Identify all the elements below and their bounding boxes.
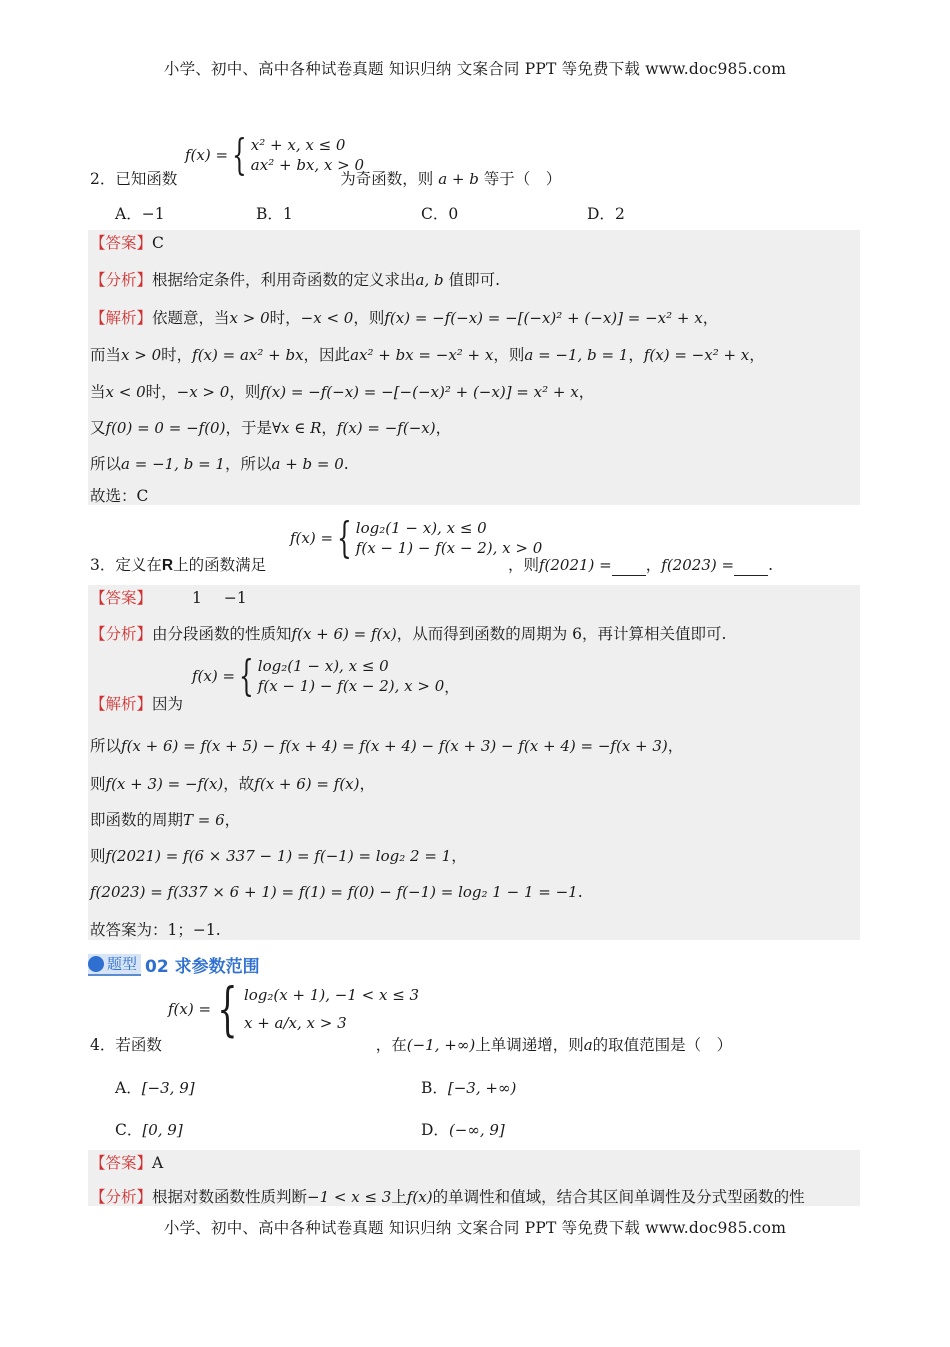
text: 所以 <box>90 455 122 473</box>
text: 上 <box>391 1188 407 1206</box>
math: a = −1, b = 1 <box>524 346 629 364</box>
text: ， <box>667 737 684 755</box>
q3-answer-2: −1 <box>223 589 247 607</box>
math: f(x) = −x² + x <box>643 346 750 364</box>
text: 所以 <box>90 737 122 755</box>
math: a = −1, b = 1 <box>121 455 225 473</box>
math: f(x) = ax² + bx <box>192 346 304 364</box>
q2-answer-line <box>90 233 164 253</box>
q2-number: 2．已知函数 <box>90 170 178 188</box>
math: a <box>583 1036 593 1054</box>
math: f(2023) = <box>661 556 735 574</box>
brace-glyph: { <box>232 130 247 179</box>
q4-option-b[interactable] <box>421 1076 516 1098</box>
page-footer: 小学、初中、高中各种试卷真题 知识归纳 文案合同 PPT 等免费下载 www.doc985.com <box>163 1219 787 1237</box>
q3-analysis-line <box>90 624 726 644</box>
q2-analysis-tag: 【分析】 <box>90 271 153 289</box>
q3-solution-piecewise <box>192 651 460 700</box>
q4-option-a-label: A． <box>115 1079 142 1097</box>
q2-solution-final: 故选：C <box>90 487 149 505</box>
text: 因为 <box>152 695 184 713</box>
section-title: 02 求参数范围 <box>145 957 260 977</box>
answer-blank-1[interactable] <box>612 561 646 576</box>
q4-option-c-label: C． <box>115 1121 143 1139</box>
text: ，在 <box>375 1036 407 1054</box>
text: ， <box>578 383 595 401</box>
location-pin-icon <box>88 956 104 972</box>
text: 由分段函数的性质知 <box>152 625 292 643</box>
brace-glyph: { <box>337 513 352 562</box>
text: . <box>768 556 773 574</box>
q3-solution-final: 故答案为：1；−1. <box>90 921 221 939</box>
q2-case-2: ax² + bx, x > 0 <box>250 156 365 174</box>
text: ，故 <box>223 775 255 793</box>
math: f(2021) = <box>538 556 612 574</box>
q2-solution-line-1 <box>90 308 718 328</box>
q2-option-d-label: D． <box>587 205 615 223</box>
q2-option-b-value: 1 <box>282 205 293 223</box>
q2-solution-line-4 <box>90 418 451 438</box>
text: 则 <box>90 847 106 865</box>
q4-analysis-tag: 【分析】 <box>90 1188 153 1206</box>
q2-option-a[interactable] <box>115 202 165 224</box>
answer-blank-2[interactable] <box>734 561 768 576</box>
q4-option-d-value: (−∞, 9] <box>448 1121 505 1139</box>
text: 又 <box>90 419 106 437</box>
q4-option-c[interactable] <box>115 1118 183 1140</box>
math: ∀x ∈ R <box>271 419 322 437</box>
q2-option-a-label: A． <box>115 205 142 223</box>
math: f(x + 6) = f(x) <box>291 625 397 643</box>
q3-solution-line-5 <box>90 846 467 866</box>
text: ， <box>645 556 662 574</box>
q4-case-2: x + a/x, x > 3 <box>243 1014 347 1032</box>
math: x > 0 <box>229 309 270 327</box>
text: 上的函数满足 <box>173 556 267 574</box>
q3-sol-case-1: log₂(1 − x), x ≤ 0 <box>257 657 389 675</box>
q4-piecewise-function <box>168 975 420 1043</box>
text: ，则 <box>493 346 525 364</box>
text: ，则 <box>353 309 385 327</box>
page-header: 小学、初中、高中各种试卷真题 知识归纳 文案合同 PPT 等免费下载 www.doc985.com <box>163 60 787 78</box>
q4-option-a-value: [−3, 9] <box>141 1079 195 1097</box>
math: f(x) = −f(−x) <box>336 419 436 437</box>
q4-option-b-value: [−3, +∞) <box>447 1079 517 1097</box>
q4-option-d-label: D． <box>421 1121 449 1139</box>
text: 时， <box>161 346 193 364</box>
q3-stem <box>90 555 773 576</box>
text: . <box>577 883 583 901</box>
math: f(0) = 0 = −f(0) <box>105 419 226 437</box>
q2-stem <box>90 169 561 189</box>
q2-analysis-text: 根据给定条件，利用奇函数的定义求出 <box>152 271 416 289</box>
text: ， <box>451 847 467 865</box>
q3-solution-tag: 【解析】 <box>90 695 153 713</box>
text: 时， <box>269 309 301 327</box>
math: ax² + bx = −x² + x <box>350 346 494 364</box>
q3-case-2: f(x − 1) − f(x − 2), x > 0 <box>355 539 543 557</box>
math: −1 < x ≤ 3 <box>307 1188 392 1206</box>
q2-answer-tag: 【答案】 <box>90 234 153 252</box>
q4-answer: A <box>152 1154 164 1172</box>
q2-solution-line-2 <box>90 345 765 365</box>
brace-glyph: { <box>239 651 254 700</box>
q3-solution-line-2 <box>90 736 683 756</box>
text: ，则 <box>229 383 261 401</box>
q2-option-b[interactable] <box>256 202 293 224</box>
q3-func-lhs: f(x) = <box>290 529 334 547</box>
text: 的单调性和值域，结合其区间单调性及分式型函数的性 <box>432 1188 805 1206</box>
text: 即函数的周期 <box>90 811 184 829</box>
text: 依题意，当 <box>152 309 230 327</box>
text: 而当 <box>90 346 122 364</box>
text: 的取值范围是（ ） <box>592 1036 733 1054</box>
q3-case-1: log₂(1 − x), x ≤ 0 <box>355 519 487 537</box>
q4-stem <box>90 1035 732 1055</box>
q2-option-c-label: C． <box>421 205 449 223</box>
q4-option-b-label: B． <box>421 1079 448 1097</box>
text: ， <box>444 678 460 696</box>
text: ， <box>435 419 452 437</box>
math: f(x + 3) = −f(x) <box>105 775 224 793</box>
q2-solution-tag: 【解析】 <box>90 309 153 327</box>
q4-option-a[interactable] <box>115 1076 195 1098</box>
text: 当 <box>90 383 106 401</box>
math: f(x) = −f(−x) = −[(−x)² + (−x)] = −x² + x <box>384 309 703 327</box>
text: . <box>343 455 349 473</box>
text: ， <box>749 346 765 364</box>
text: ， <box>224 811 241 829</box>
math: f(2021) = f(6 × 337 − 1) = f(−1) = log₂ 2 = 1 <box>105 847 452 865</box>
math: f(x + 6) = f(x) <box>254 775 360 793</box>
q3-func-lhs-2: f(x) = <box>192 667 236 685</box>
math: f(x + 6) = f(x + 5) − f(x + 4) = f(x + 4) − f(x + 3) − f(x + 4) = −f(x + 3) <box>121 737 668 755</box>
q2-option-c-value: 0 <box>448 205 459 223</box>
q2-analysis-text-end: 值即可. <box>448 271 500 289</box>
text: ， <box>321 419 337 437</box>
q2-analysis-line <box>90 270 500 290</box>
q4-analysis-line <box>90 1187 805 1207</box>
q2-option-d[interactable] <box>587 202 625 224</box>
section-badge-label: 题型 <box>107 955 138 973</box>
text: 时， <box>145 383 177 401</box>
math: f(x) = −f(−x) = −[−(−x)² + (−x)] = x² + x <box>260 383 579 401</box>
text: ，从而得到函数的周期为 6，再计算相关值即可. <box>396 625 727 643</box>
q4-option-c-value: [0, 9] <box>142 1121 183 1139</box>
text: ，则 <box>507 556 539 574</box>
q2-option-b-label: B． <box>256 205 283 223</box>
q2-option-c[interactable] <box>421 202 458 224</box>
math: (−1, +∞) <box>406 1036 476 1054</box>
q2-option-d-value: 2 <box>614 205 625 223</box>
math: f(2023) = f(337 × 6 + 1) = f(1) = f(0) − f(−1) = log₂ 1 − 1 = −1 <box>90 883 578 901</box>
q3-answer-line <box>90 588 247 608</box>
math: −x > 0 <box>176 383 230 401</box>
q3-solution-line-6 <box>90 882 583 902</box>
q2-option-a-value: −1 <box>141 205 165 223</box>
q4-option-d[interactable] <box>421 1118 505 1140</box>
q3-number: 3．定义在 <box>90 556 162 574</box>
text: ， <box>359 775 375 793</box>
math: f(x) <box>406 1188 433 1206</box>
q2-analysis-math: a, b <box>415 271 444 289</box>
q4-case-1: log₂(x + 1), −1 < x ≤ 3 <box>243 986 420 1004</box>
q2-func-lhs: f(x) = <box>185 146 229 164</box>
section-header <box>88 952 260 977</box>
q3-solution-line-4 <box>90 810 240 830</box>
q3-sol-case-2: f(x − 1) − f(x − 2), x > 0 <box>257 677 445 695</box>
q2-expr: a + b <box>438 170 479 188</box>
text: ，因此 <box>303 346 351 364</box>
q2-solution-line-5 <box>90 454 349 474</box>
text: ， <box>628 346 644 364</box>
math: −x < 0 <box>300 309 354 327</box>
text: 则 <box>90 775 106 793</box>
q3-analysis-tag: 【分析】 <box>90 625 153 643</box>
q3-solution-line-1 <box>90 694 183 714</box>
math: T = 6 <box>183 811 225 829</box>
text: ，于是 <box>225 419 272 437</box>
q4-answer-line <box>90 1153 163 1173</box>
math: x < 0 <box>105 383 146 401</box>
q2-answer: C <box>152 234 164 252</box>
text: ， <box>702 309 719 327</box>
q3-R: R <box>161 557 174 574</box>
q2-case-1: x² + x, x ≤ 0 <box>250 136 346 154</box>
text: 根据对数函数性质判断 <box>152 1188 308 1206</box>
math: x > 0 <box>121 346 162 364</box>
q3-answer-tag: 【答案】 <box>90 589 153 607</box>
q3-solution-line-3 <box>90 774 375 794</box>
brace-glyph: { <box>217 975 238 1043</box>
q2-solution-line-3 <box>90 382 594 402</box>
q3-piecewise-function <box>290 513 543 562</box>
text: ，所以 <box>224 455 272 473</box>
q4-func-lhs: f(x) = <box>168 1000 212 1018</box>
text: 上单调递增，则 <box>475 1036 584 1054</box>
q4-number: 4．若函数 <box>90 1036 162 1054</box>
q3-answer-1: 1 <box>192 589 202 607</box>
q2-stem-tail: 为奇函数，则 <box>340 170 434 188</box>
math: a + b = 0 <box>271 455 344 473</box>
section-badge <box>88 954 141 976</box>
q2-stem-tail2: 等于（ ） <box>483 170 562 188</box>
q4-answer-tag: 【答案】 <box>90 1154 153 1172</box>
